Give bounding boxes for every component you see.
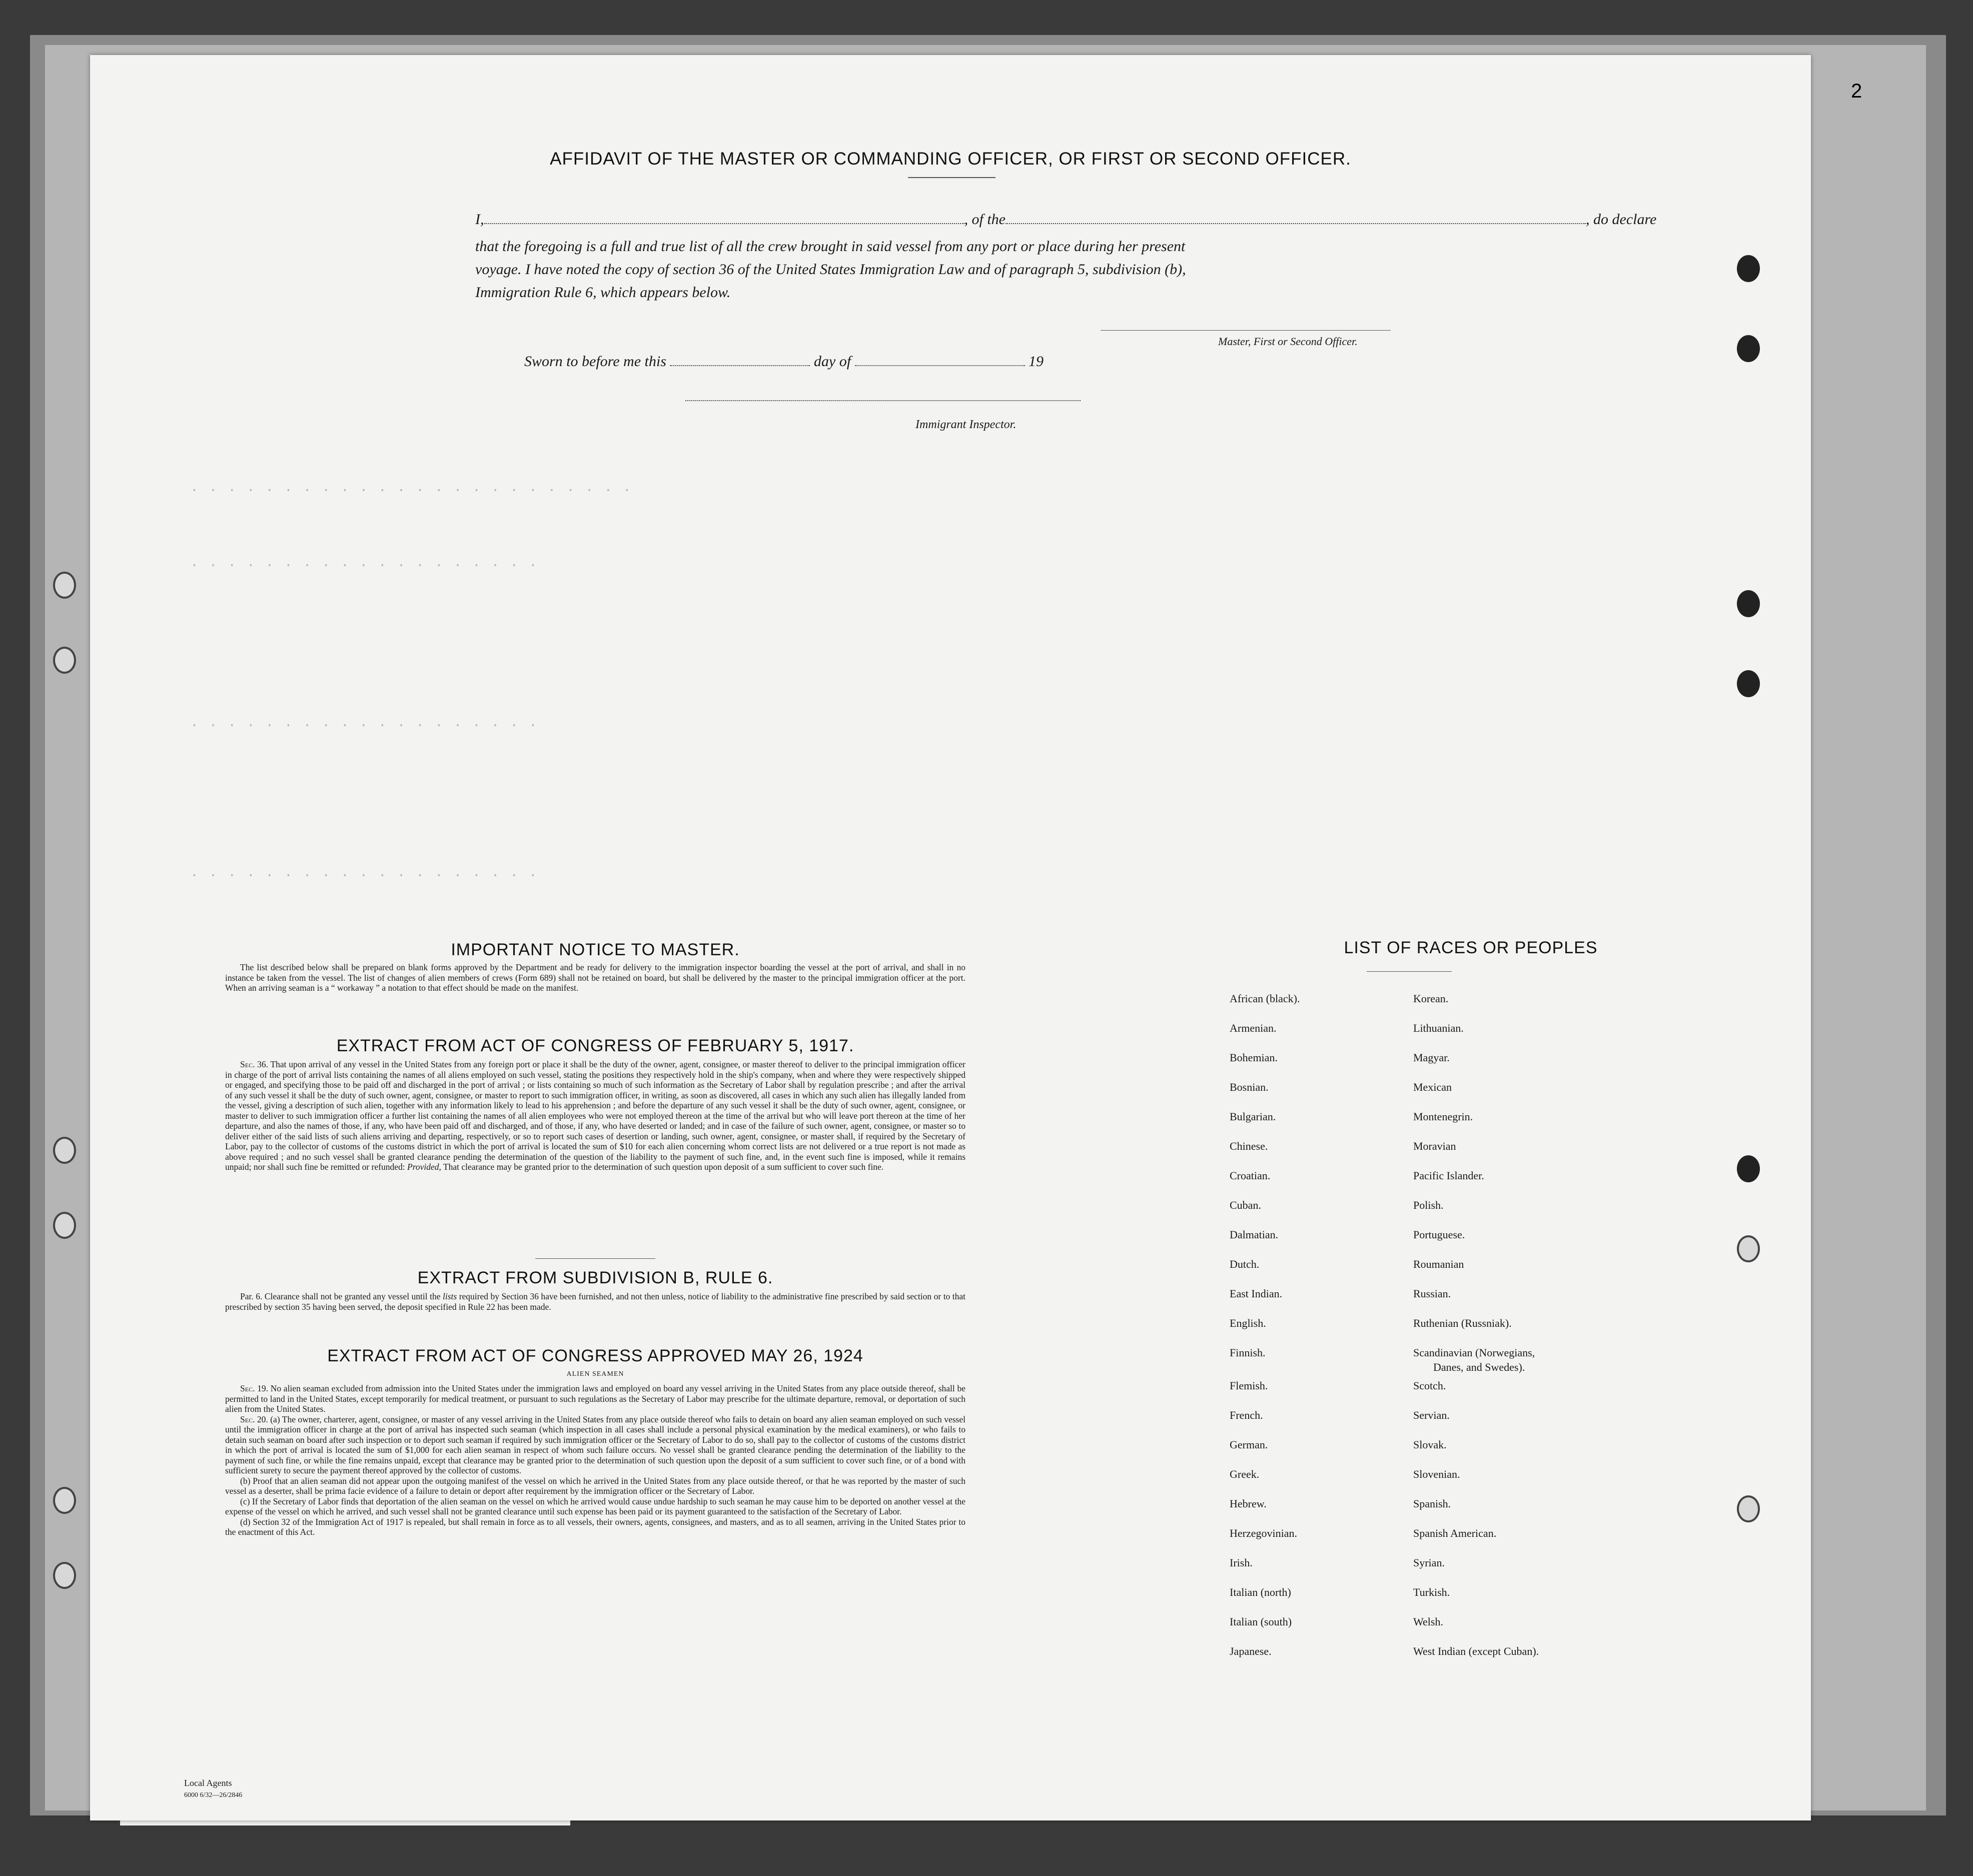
sworn-day-of: day of	[813, 353, 851, 370]
race-item: Slovenian.	[1413, 1468, 1460, 1480]
race-item: Hebrew.	[1230, 1497, 1267, 1510]
race-item: Croatian.	[1230, 1169, 1271, 1182]
race-item: French.	[1230, 1409, 1263, 1421]
race-item: Bosnian.	[1230, 1081, 1269, 1093]
manifest-page	[90, 55, 1862, 1820]
race-item: Polish.	[1413, 1199, 1444, 1211]
binder-hole-icon	[53, 1137, 76, 1164]
affidavit-body-line-1: that the foregoing is a full and true list of all the crew brought in said vessel from any port or place during her present	[475, 238, 1186, 255]
race-item: Montenegrin.	[1413, 1110, 1473, 1123]
rule6-text-a: Par. 6. Clearance shall not be granted any vessel until the	[240, 1291, 441, 1301]
notice-body	[225, 962, 965, 993]
declare-i: I,	[475, 211, 484, 228]
extract-rule6-title: EXTRACT FROM SUBDIVISION B, RULE 6.	[417, 1268, 773, 1287]
lists-word: lists	[442, 1291, 457, 1301]
race-item: Chinese.	[1230, 1140, 1268, 1152]
race-item: Welsh.	[1413, 1615, 1443, 1628]
race-item: Slovak.	[1413, 1438, 1447, 1451]
affidavit-body-line-3: Immigration Rule 6, which appears below.	[475, 284, 731, 301]
bleed-through-text: . . . . . . . . . . . . . . . . . . . . . . . .	[190, 480, 632, 496]
races-title: LIST OF RACES OR PEOPLES	[1344, 938, 1598, 957]
race-item: East Indian.	[1230, 1287, 1283, 1300]
race-item: Ruthenian (Russniak).	[1413, 1317, 1512, 1329]
title-rule	[908, 177, 996, 178]
sec-20a-text: (a) The owner, charterer, agent, consignee, or master of any vessel arriving in the United States from any place outside thereof who fails to detain on board any alien seaman employed on such vessel until the immigration officer in charge at the port of arrival has inspected such seaman (which inspection in all cases shall include a personal physical examination by the medical examiners), or who fails to detain such seaman on board after such inspection or to deport such seaman if required by such immigration officer or the Secretary of Labor to do so, shall pay to the collector of customs of the customs district in which the port of arrival is located the sum of $1,000 for each alien seaman in respect of whom such failure occurs. No vessel shall be granted clearance pending the determination of the liability to the payment of such fine, or while the fine remains unpaid, except that clearance may be granted prior to the determination of such question upon the deposit of a sum sufficient to cover such fine, or of a bond with sufficient surety to secure the payment thereof approved by the collector of customs.	[225, 1414, 966, 1475]
sec-20b-text: (b) Proof that an alien seaman did not appear upon the outgoing manifest of the vessel on which he arrived in the United States from any place outside thereof, or that he was reported by the master of such vessel as a deserter, shall be prima facie evidence of a failure to detain or deport after requirement by the immigration officer or the Secretary of Labor.	[225, 1475, 965, 1496]
races-title-rule	[1367, 971, 1452, 972]
declare-end: , do declare	[1586, 211, 1657, 228]
race-item: Servian.	[1413, 1409, 1450, 1421]
race-item: English.	[1230, 1317, 1266, 1329]
footer-code: 6000 6/32—26/2846	[184, 1791, 243, 1799]
race-item: Irish.	[1230, 1556, 1253, 1569]
binder-hole-icon	[1737, 590, 1760, 617]
bleed-through-text: . . . . . . . . . . . . . . . . . . .	[190, 715, 538, 731]
race-item: Italian (north)	[1230, 1586, 1291, 1598]
master-signature-line[interactable]	[1101, 330, 1391, 331]
race-item: Syrian.	[1413, 1556, 1445, 1569]
alien-seamen-subtitle: ALIEN SEAMEN	[566, 1370, 624, 1378]
race-item: Pacific Islander.	[1413, 1169, 1484, 1182]
section-rule	[535, 1258, 655, 1259]
race-item: African (black).	[1230, 992, 1300, 1005]
race-item-continued: Danes, and Swedes).	[1433, 1361, 1525, 1373]
sworn-year: 19	[1029, 353, 1044, 370]
race-item: Korean.	[1413, 992, 1449, 1005]
sec-19-text: No alien seaman excluded from admission into the United States under the immigration laws and employed on board any vessel arriving in the United States from any place outside thereof, shall be permitted to land in the United States, except temporarily for medical treatment, or pursuant to such regulations as the Secretary of Labor may prescribe for the ultimate departure, removal, or deportation of such alien from the United States.	[225, 1383, 965, 1414]
extract-1924-body	[225, 1383, 965, 1537]
race-item: Italian (south)	[1230, 1615, 1292, 1628]
race-item: Scandinavian (Norwegians,	[1413, 1346, 1535, 1359]
race-item: Herzegovinian.	[1230, 1527, 1297, 1539]
sec-20-label: Sec. 20.	[240, 1414, 268, 1424]
extract-1917-body	[225, 1059, 965, 1172]
race-item: Turkish.	[1413, 1586, 1450, 1598]
inspector-signature-line[interactable]	[685, 400, 1081, 401]
sworn-prefix: Sworn to before me this	[524, 353, 666, 370]
binder-hole-icon	[1737, 255, 1760, 282]
sec-36-end: That clearance may be granted prior to the determination of such question upon deposit of a sum sufficient to cover such fine.	[443, 1162, 884, 1172]
notice-title: IMPORTANT NOTICE TO MASTER.	[451, 940, 740, 959]
binder-hole-icon	[1737, 335, 1760, 362]
affidavit-declaration-line	[475, 211, 1656, 228]
binder-hole-icon	[1737, 670, 1760, 697]
race-item: Magyar.	[1413, 1051, 1450, 1064]
vessel-name-field[interactable]	[1006, 223, 1586, 224]
binder-hole-icon	[53, 1562, 76, 1589]
affidavit-body-line-2: voyage. I have noted the copy of section 36 of the United States Immigration Law and of paragraph 5, subdivision (b),	[475, 261, 1186, 278]
notice-paragraph: The list described below shall be prepared on blank forms approved by the Department and be ready for delivery to the immigration inspector boarding the vessel at the port of arrival, and shall in no instance be taken from the vessel. The list of changes of alien members of crews (Form 689) shall not be retained on board, but shall be delivered by the master to the principal immigration officer at the port. When an arriving seaman is a “ workaway ” a notation to that effect should be made on the manifest.	[225, 962, 965, 993]
binder-hole-icon	[53, 647, 76, 674]
bleed-through-text: . . . . . . . . . . . . . . . . . . .	[190, 555, 538, 571]
race-item: West Indian (except Cuban).	[1413, 1645, 1539, 1657]
race-item: Moravian	[1413, 1140, 1456, 1152]
declarant-name-field[interactable]	[484, 223, 964, 224]
extract-1924-title: EXTRACT FROM ACT OF CONGRESS APPROVED MAY 26, 1924	[327, 1346, 863, 1365]
provided-word: Provided,	[407, 1162, 441, 1172]
race-item: Finnish.	[1230, 1346, 1266, 1359]
extract-rule6-body	[225, 1291, 965, 1312]
race-item: Russian.	[1413, 1287, 1451, 1300]
binder-hole-icon	[1737, 1155, 1760, 1182]
extract-1917-title: EXTRACT FROM ACT OF CONGRESS OF FEBRUARY 5, 1917.	[336, 1036, 854, 1055]
race-item: Japanese.	[1230, 1645, 1272, 1657]
sec-36-text: That upon arrival of any vessel in the United States from any foreign port or place it shall be the duty of the owner, agent, consignee, or master thereof to deliver to the principal immigration officer in charge of the port of arrival lists containing the names of all aliens employed on such vessel, stating the positions they respectively hold in the ship's company, when and where they were respectively shipped or engaged, and specifying those to be paid off and discharged in the port of arrival ; or lists containing so much of such information as the Secretary of Labor shall by regulation prescribe ; and after the arrival of any such vessel it shall be the duty of such owner, agent, consignee, or master to report to such immigration officer, in writing, as soon as discovered, all cases in which any such alien has illegally landed from the vessel, giving a description of such alien, together with any information likely to lead to his apprehension ; and before the departure of any such vessel it shall be the duty of such owner, agent, consignee, or master to deliver to such immigration officer a further list containing the names of all alien employees who were not employed thereon at the time of the arrival but who will leave port thereon at the time of her departure, and also the names of those, if any, who have been paid off and discharged, and of those, if any, who have deserted or landed; and in case of the failure of such owner, agent, consignee, or master so to deliver either of the said lists of such aliens arriving and departing, respectively, or so to report such cases of desertion or landing, such owner, agent, consignee, or master shall, if required by the Secretary of Labor, pay to the collector of customs of the customs district in which the port of arrival is located the sum of $10 for each alien concerning whom correct lists are not delivered or a true report is not made as above required ; and no such vessel shall be granted clearance pending the determination of the question of the liability to the payment of such fine, and, in the event such fine is imposed, while it remains unpaid; nor shall such fine be remitted or refunded:	[225, 1059, 965, 1172]
binder-hole-icon	[1737, 1495, 1760, 1522]
race-item: Mexican	[1413, 1081, 1452, 1093]
race-item: Cuban.	[1230, 1199, 1261, 1211]
binder-hole-icon	[53, 572, 76, 599]
page-number: 2	[1851, 80, 1862, 102]
binder-hole-icon	[1737, 1235, 1760, 1262]
race-item: Roumanian	[1413, 1258, 1464, 1270]
footer-agents: Local Agents	[184, 1778, 232, 1788]
sec-20d-text: (d) Section 32 of the Immigration Act of 1917 is repealed, but shall remain in force as to all vessels, their owners, agents, consignees, and masters, and as to all seamen, arriving in the United States prior to the enactment of this Act.	[225, 1516, 965, 1537]
sec-19-label: Sec. 19.	[240, 1383, 269, 1393]
master-signature-label: Master, First or Second Officer.	[1218, 335, 1358, 348]
race-item: Bulgarian.	[1230, 1110, 1276, 1123]
bleed-through-text: . . . . . . . . . . . . . . . . . . .	[190, 865, 538, 881]
affidavit-title: AFFIDAVIT OF THE MASTER OR COMMANDING OFFICER, OR FIRST OR SECOND OFFICER.	[550, 149, 1351, 169]
race-item: Dalmatian.	[1230, 1228, 1279, 1241]
sec-36-label: Sec. 36.	[240, 1059, 269, 1069]
sworn-day-field[interactable]	[670, 365, 810, 366]
race-item: Greek.	[1230, 1468, 1260, 1480]
binder-hole-icon	[53, 1487, 76, 1514]
race-item: Portuguese.	[1413, 1228, 1465, 1241]
race-item: Scotch.	[1413, 1379, 1446, 1392]
race-item: German.	[1230, 1438, 1268, 1451]
sworn-line	[524, 353, 1044, 370]
sworn-month-field[interactable]	[855, 365, 1025, 366]
inspector-label: Immigrant Inspector.	[915, 418, 1017, 431]
rule6-text-b: required by Section 36 have been furnished, and not then unless, notice of liability to the administrative fine prescribed by said section or to that prescribed by section 35 having been served, the deposit specified in Rule 22 has been made.	[225, 1291, 966, 1312]
race-item: Flemish.	[1230, 1379, 1268, 1392]
race-item: Dutch.	[1230, 1258, 1260, 1270]
race-item: Bohemian.	[1230, 1051, 1278, 1064]
sec-20c-text: (c) If the Secretary of Labor finds that deportation of the alien seaman on the vessel on which he arrived would cause undue hardship to such seaman he may cause him to be deported on another vessel at the expense of the vessel on which he arrived, and such vessel shall not be granted clearance until such expense has been paid or its payment guaranteed to the satisfaction of the Secretary of Labor.	[225, 1496, 965, 1516]
declare-of-the: , of the	[964, 211, 1006, 228]
race-item: Lithuanian.	[1413, 1022, 1464, 1034]
binder-hole-icon	[53, 1212, 76, 1239]
race-item: Spanish.	[1413, 1497, 1451, 1510]
race-item: Spanish American.	[1413, 1527, 1497, 1539]
race-item: Armenian.	[1230, 1022, 1277, 1034]
